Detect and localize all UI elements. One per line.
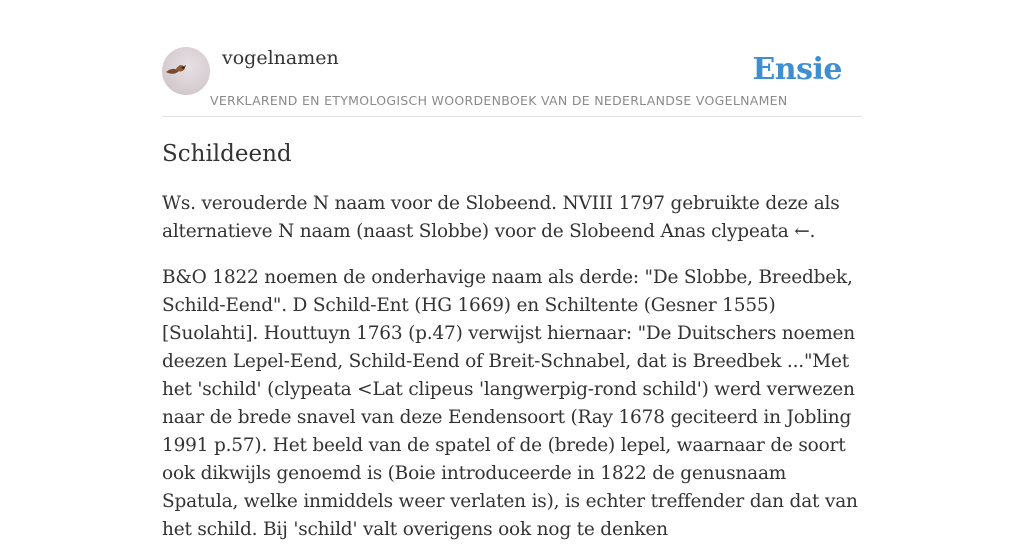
blog-subtitle: VERKLAREND EN ETYMOLOGISCH WOORDENBOEK VAN DE NEDERLANDSE VOGELNAMEN bbox=[210, 93, 788, 108]
paragraph-end: . bbox=[809, 221, 816, 242]
entry-paragraph: B&O 1822 noemen de onderhavige naam als derde: "De Slobbe, Breedbek, Schild-Eend". D Schild-Ent (HG 1669) en Schiltente (Gesner 1555) [Suolahti]. Houttuyn 1763 (p.47) verwijst hiernaar: "De Duitschers noemen deezen Lepel-Eend, Schild-Eend of Breit-Schnabel, dat is Breedbek ..."Met het 'schild' (clypeata <Lat clipeus 'langwerpig-rond schild') werd verwezen naar de brede snavel van deze Eendensoort (Ray 1678 geciteerd in Jobling 1991 p.57). Het beeld van de spatel of de (brede) lepel, waarnaar de soort ook dikwijls genoemd is (Boie introduceerde in 1822 de genusnaam Spatula, welke inmiddels weer verlaten is), is echter treffender dan dat van het schild. Bij 'schild' valt overigens ook nog te denken bbox=[162, 267, 858, 540]
entry-paragraph bbox=[162, 190, 864, 246]
entry-title: Schildeend bbox=[162, 141, 292, 167]
site-header bbox=[162, 0, 862, 117]
avatar[interactable] bbox=[162, 47, 210, 95]
bird-photo-icon bbox=[162, 47, 210, 95]
entry-content bbox=[162, 138, 864, 544]
blog-name-link[interactable]: vogelnamen bbox=[222, 47, 339, 69]
paragraph-text: Ws. verouderde N naam voor de Slobeend. NVIII 1797 gebruikte deze als alternatieve N naam (naast Slobbe) voor de Slobeend Anas clypeata bbox=[162, 193, 840, 242]
brand-logo[interactable]: Ensie bbox=[752, 52, 842, 87]
back-arrow-icon[interactable]: ← bbox=[794, 221, 810, 242]
